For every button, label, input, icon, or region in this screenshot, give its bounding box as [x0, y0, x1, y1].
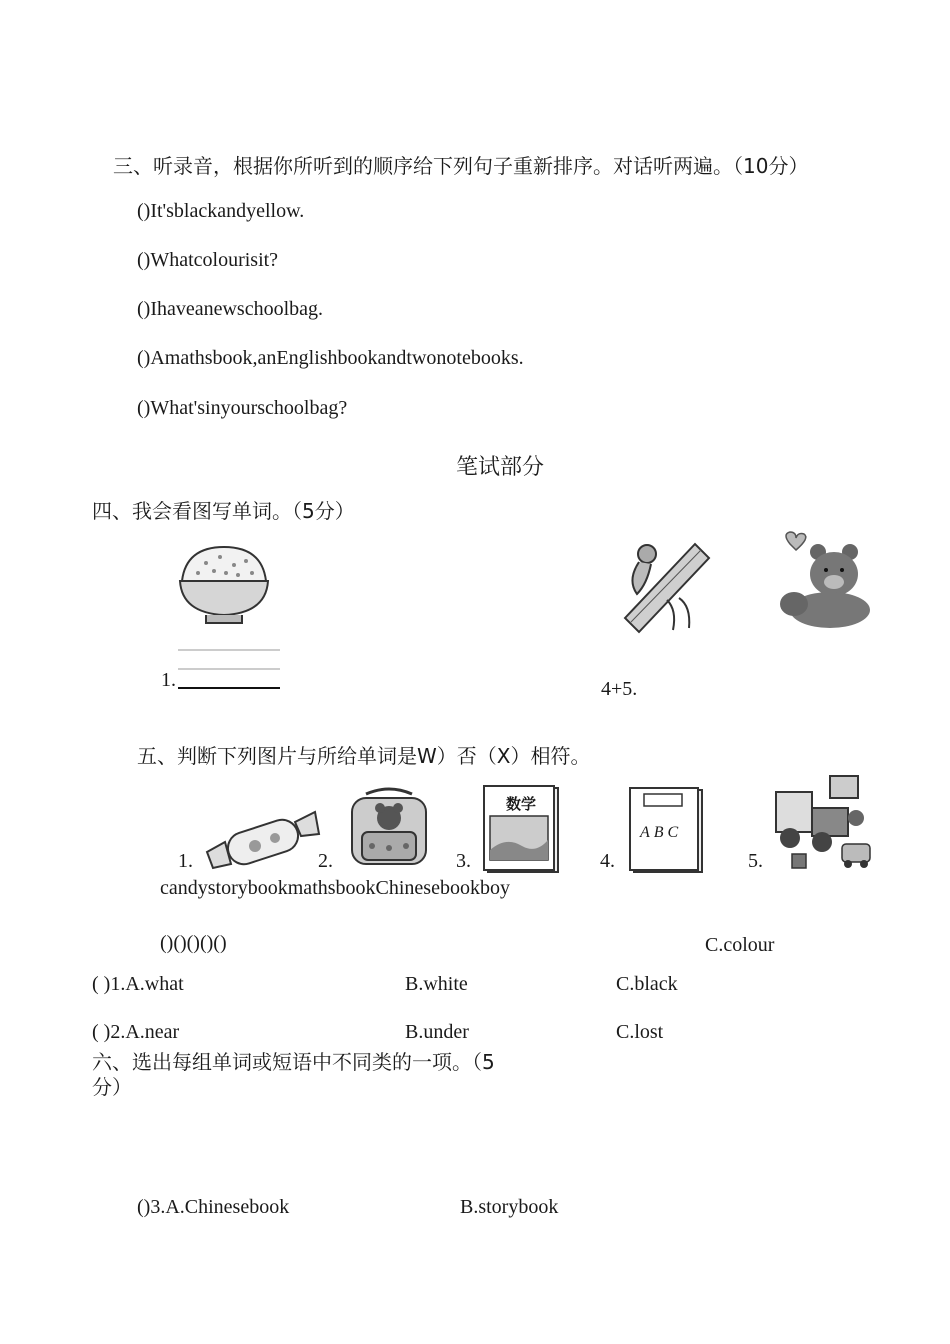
answer-brackets: ()()()()()	[160, 932, 227, 954]
sentence-line-5: ()What'sinyourschoolbag?	[137, 397, 348, 419]
section6-heading-line1: 六、选出每组单词或短语中不同类的一项。（5	[92, 1050, 495, 1074]
sentence-line-3: ()Ihaveanewschoolbag.	[137, 298, 324, 320]
sentence-line-2: ()Whatcolourisit?	[137, 249, 279, 271]
q3-option-b: B.storybook	[460, 1196, 559, 1218]
part-title: 笔试部分	[456, 455, 545, 480]
picture-number-3: 3.	[456, 850, 471, 872]
q3-stem: ()3.A.Chinesebook	[137, 1196, 290, 1218]
q1-option-c: C.black	[616, 973, 678, 995]
maths-book-text: 数学	[506, 795, 537, 813]
q1-stem: ( )1.A.what	[92, 973, 184, 995]
q2-stem: ( )2.A.near	[92, 1021, 180, 1043]
section3-heading: 三、听录音，根据你所听到的顺序给下列句子重新排序。对话听两遍。（10分）	[113, 154, 809, 178]
picture-number-2: 2.	[318, 850, 333, 872]
picture-number-5: 5.	[748, 850, 763, 872]
q1-option-b: B.white	[405, 973, 468, 995]
sentence-line-4: ()Amathsbook,anEnglishbookandtwonotebooks.	[137, 347, 524, 369]
section4-heading: 四、我会看图写单词。（5分）	[92, 499, 355, 523]
picture-number-1: 1.	[178, 850, 193, 872]
item-number-1: 1.	[161, 669, 176, 691]
section6-heading-line2: 分）	[92, 1075, 132, 1099]
write-lines	[178, 648, 280, 690]
rice-bowl-icon	[176, 543, 272, 627]
stray-option: C.colour	[705, 934, 775, 956]
toys-icon	[772, 772, 874, 872]
bear-icon	[774, 530, 874, 626]
candy-icon	[205, 808, 320, 870]
word-list: candystorybookmathsbookChinesebookboy	[160, 877, 510, 899]
item-label-4-5: 4+5.	[601, 678, 638, 700]
q2-option-c: C.lost	[616, 1021, 664, 1043]
chinese-book-text: ABC	[640, 824, 683, 841]
q2-option-b: B.under	[405, 1021, 469, 1043]
sentence-line-1: ()It'sblackandyellow.	[137, 200, 305, 222]
section5-heading: 五、判断下列图片与所给单词是W）否（X）相符。	[137, 744, 591, 768]
schoolbag-icon	[344, 786, 434, 870]
kite-icon	[617, 540, 713, 632]
picture-number-4: 4.	[600, 850, 615, 872]
